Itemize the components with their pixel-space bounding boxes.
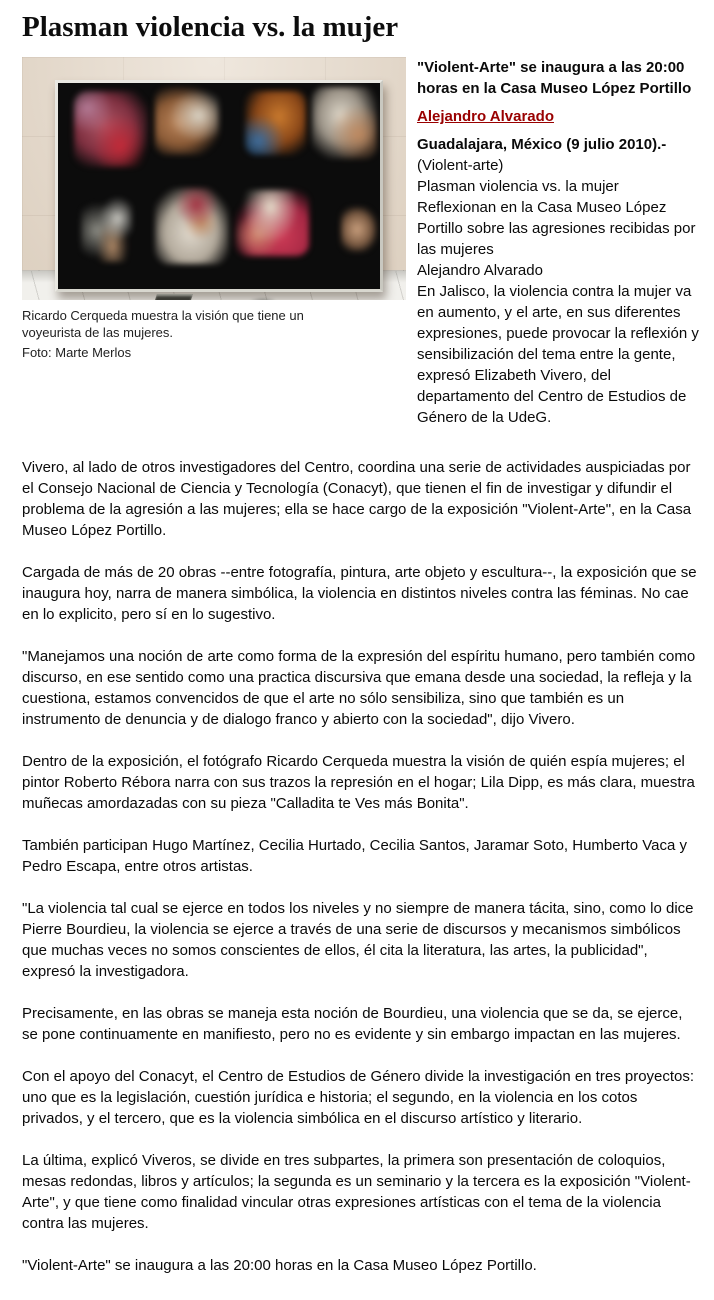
article-paragraph: Vivero, al lado de otros investigadores del Centro, coordina una serie de actividades auspiciadas por el Consejo Nacional de Ciencia y Tecnología (Conacyt), que tienen el fin de investigar y difundir el problema de la agresión a las mujeres; ella se hace cargo de la exposición "Violent-Arte", en la Casa Museo López Portillo. — [22, 459, 692, 539]
floor-plaque-object — [153, 294, 193, 300]
intro-line: Alejandro Alvarado — [417, 262, 543, 279]
article-paragraph: "Manejamos una noción de arte como forma de la expresión del espíritu humano, pero también como discurso, en ese sentido como una practica discursiva que emana desde una sociedad, la refleja y la cuestiona, estamos convencidos de que el arte no sólo sensibiliza, sino que también es un instrumento de denuncia y de dialogo franco y abierto con la sociedad", dijo Vivero. — [22, 648, 696, 728]
article-paragraph: Precisamente, en las obras se maneja esta noción de Bourdieu, una violencia que se da, se ejerce, se pone continuamente en manifiesto, pero no es evidente y sin embargo impactan en las mujeres. — [22, 1005, 683, 1043]
dateline — [417, 134, 702, 176]
article-paragraph: Dentro de la exposición, el fotógrafo Ricardo Cerqueda muestra la visión de quién espía mujeres; el pintor Roberto Rébora narra con sus trazos la represión en el hogar; Lila Dipp, es más clara, muestra muñecas amordazadas con su pieza "Calladita te Ves más Bonita". — [22, 753, 695, 812]
vignette-photo-2 — [155, 87, 219, 155]
lead-paragraph: "Violent-Arte" se inaugura a las 20:00 horas en la Casa Museo López Portillo — [417, 59, 692, 97]
vignette-photo-3 — [245, 91, 306, 155]
dateline-tag: (Violent-arte) — [417, 157, 504, 174]
intro-line: En Jalisco, la violencia contra la mujer va en aumento, y el arte, en sus diferentes expresiones, puede provocar la reflexión y sensibilización del tema entre la gente, expresó Elizabeth Vivero, del departamento del Centro de Estudios de Género de la UdeG. — [417, 283, 699, 426]
vignette-photo-4 — [312, 87, 376, 159]
article-paragraph: También participan Hugo Martínez, Cecilia Hurtado, Cecilia Santos, Jaramar Soto, Humberto Vaca y Pedro Escapa, entre otros artistas. — [22, 837, 688, 875]
author-link[interactable]: Alejandro Alvarado — [417, 108, 554, 125]
page-title: Plasman violencia vs. la mujer — [22, 11, 399, 43]
vignette-photo-5 — [81, 192, 133, 262]
article-paragraph: Con el apoyo del Conacyt, el Centro de Estudios de Género divide la investigación en tres proyectos: uno que es la legislación, cuestión jurídica e historia; el segundo, en la violencia en los cotos privados, y el tercero, que es la violencia simbólica en el discurso artístico y literario. — [22, 1068, 695, 1127]
floor-mark — [250, 297, 276, 300]
sidebar-column — [417, 57, 702, 428]
article-body — [22, 457, 702, 1276]
article-paragraph: "Violent-Arte" se inaugura a las 20:00 horas en la Casa Museo López Portillo. — [22, 1257, 537, 1274]
artwork-canvas — [58, 83, 380, 289]
photo-credit: Foto: Marte Merlos — [22, 345, 132, 360]
photo-caption: Ricardo Cerqueda muestra la visión que tiene un voyeurista de las mujeres. — [22, 308, 304, 340]
vignette-photo-8 — [341, 207, 376, 252]
top-section — [22, 57, 702, 428]
vignette-photo-1 — [74, 91, 148, 167]
article-photo — [22, 57, 406, 300]
vignette-photo-6 — [155, 188, 229, 264]
intro-line: Plasman violencia vs. la mujer — [417, 178, 619, 195]
intro-line: Reflexionan en la Casa Museo López Portillo sobre las agresiones recibidas por las mujeres — [417, 199, 696, 258]
dateline-bold: Guadalajara, México (9 julio 2010).- — [417, 136, 667, 153]
article-paragraph: Cargada de más de 20 obras --entre fotografía, pintura, arte objeto y escultura--, la exposición que se inaugura hoy, narra de manera simbólica, la violencia en distintos niveles contra las féminas. No cae en lo explicito, pero sí en lo sugestivo. — [22, 564, 697, 623]
caption-block — [22, 307, 406, 361]
author-row — [417, 108, 702, 126]
article-paragraph: La última, explicó Viveros, se divide en tres subpartes, la primera son presentación de coloquios, mesas redondas, libros y artículos; la segunda es un seminario y la tercera es la exposición "Violent-Arte", y que tiene como finalidad vincular otras expresiones artísticas con el tema de la violencia contra las mujeres. — [22, 1152, 691, 1232]
artwork-frame — [55, 80, 383, 292]
figure-column — [22, 57, 406, 361]
vignette-photo-7 — [235, 190, 309, 256]
article-paragraph: "La violencia tal cual se ejerce en todos los niveles y no siempre de manera tácita, sino, como lo dice Pierre Bourdieu, la violencia se ejerce a través de una serie de discursos y mecanismos simbólicos que muchas veces no somos conscientes de ellos, él cita la literatura, las artes, la publicidad", expresó la investigadora. — [22, 900, 694, 980]
